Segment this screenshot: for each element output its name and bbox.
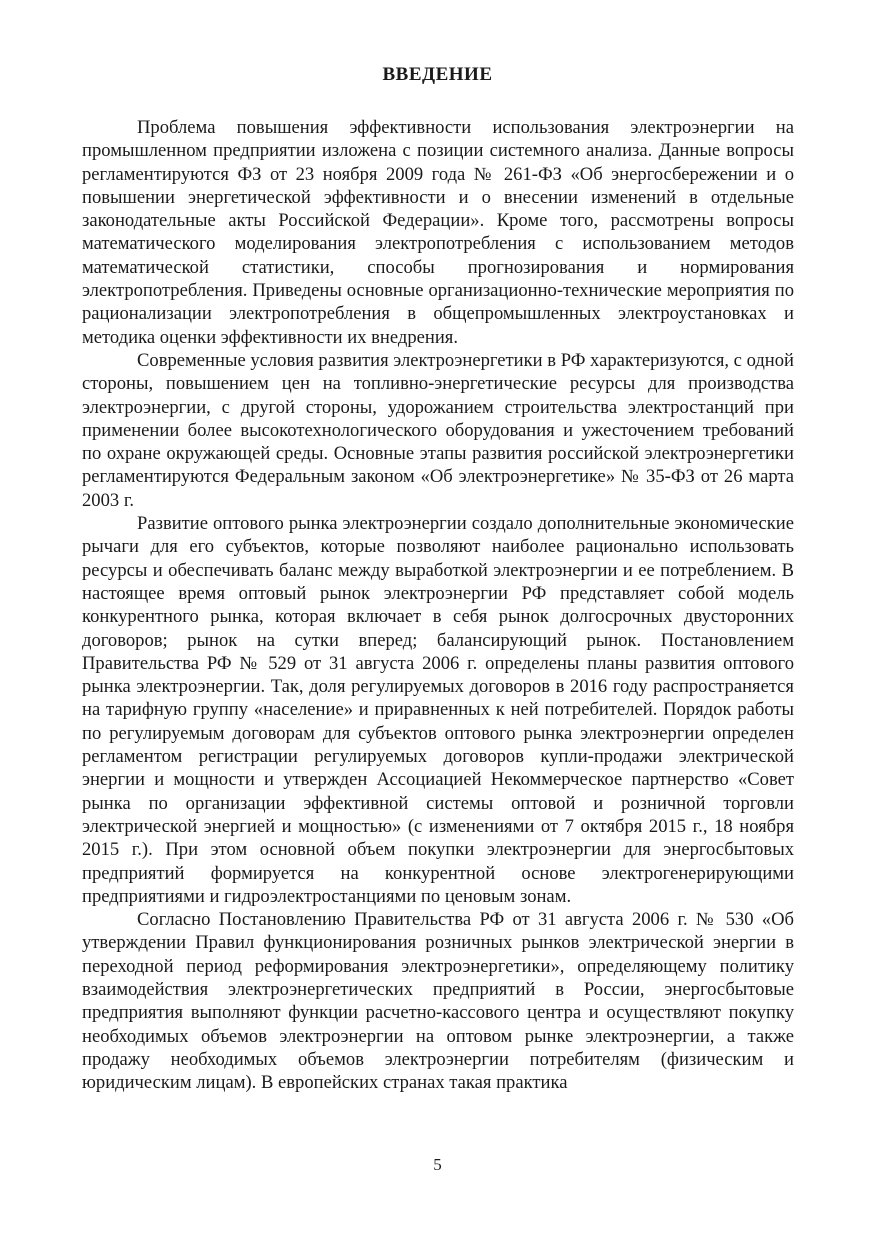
page-title: ВВЕДЕНИЕ	[382, 64, 493, 85]
page-number: 5	[433, 1155, 442, 1174]
paragraph: Современные условия развития электроэнергетики в РФ характеризуются, с одной стороны, повышением цен на топливно-энергетические ресурсы для производства электроэнергии, с другой стороны, удорожанием строительства электростанций при применении более высокотехнологического оборудования и ужесточением требований по охране окружающей среды. Основные этапы развития российской электроэнергетики регламентируются Федеральным законом «Об электроэнергетике» № 35-ФЗ от 26 марта 2003 г.	[82, 349, 794, 511]
paragraph: Развитие оптового рынка электроэнергии создало дополнительные экономические рычаги для его субъектов, которые позволяют наиболее рационально использовать ресурсы и обеспечивать баланс между выработкой электроэнергии и ее потреблением. В настоящее время оптовый рынок электроэнергии РФ представляет собой модель конкурентного рынка, которая включает в себя рынок долгосрочных двусторонних договоров; рынок на сутки вперед; балансирующий рынок. Постановлением Правительства РФ № 529 от 31 августа 2006 г. определены планы развития оптового рынка электроэнергии. Так, доля регулируемых договоров в 2016 году распространяется на тарифную группу «население» и приравненных к ней потребителей. Порядок работы по регулируемым договорам для субъектов оптового рынка электроэнергии определен регламентом регистрации регулируемых договоров купли-продажи электрической энергии и мощности и утвержден Ассоциацией Некоммерческое партнерство «Совет рынка по организации эффективной системы оптовой и розничной торговли электрической энергией и мощностью» (с изменениями от 7 октября 2015 г., 18 ноября 2015 г.). При этом основной объем покупки электроэнергии для энергосбытовых предприятий формируется на конкурентной основе электрогенерирующими предприятиями и гидроэлектростанциями по ценовым зонам.	[82, 513, 794, 907]
body-text	[82, 116, 794, 1094]
paragraph: Проблема повышения эффективности использования электроэнергии на промышленном предприятии изложена с позиции системного анализа. Данные вопросы регламентируются ФЗ от 23 ноября 2009 года № 261-ФЗ «Об энергосбережении и о повышении энергетической эффективности и о внесении изменений в отдельные законодательные акты Российской Федерации». Кроме того, рассмотрены вопросы математического моделирования электропотребления с использованием методов математической статистики, способы прогнозирования и нормирования электропотребления. Приведены основные организационно-технические мероприятия по рационализации электропотребления в общепромышленных электроустановках и методика оценки эффективности их внедрения.	[82, 117, 794, 348]
paragraph: Согласно Постановлению Правительства РФ от 31 августа 2006 г. № 530 «Об утверждении Правил функционирования розничных рынков электрической энергии в переходной период реформирования электроэнергетики», определяющему политику взаимодействия электроэнергетических предприятий в России, энергосбытовые предприятия выполняют функции расчетно-кассового центра и осуществляют покупку необходимых объемов электроэнергии на оптовом рынке электроэнергии, а также продажу необходимых объемов электроэнергии потребителям (физическим и юридическим лицам). В европейских странах такая практика	[82, 909, 794, 1094]
